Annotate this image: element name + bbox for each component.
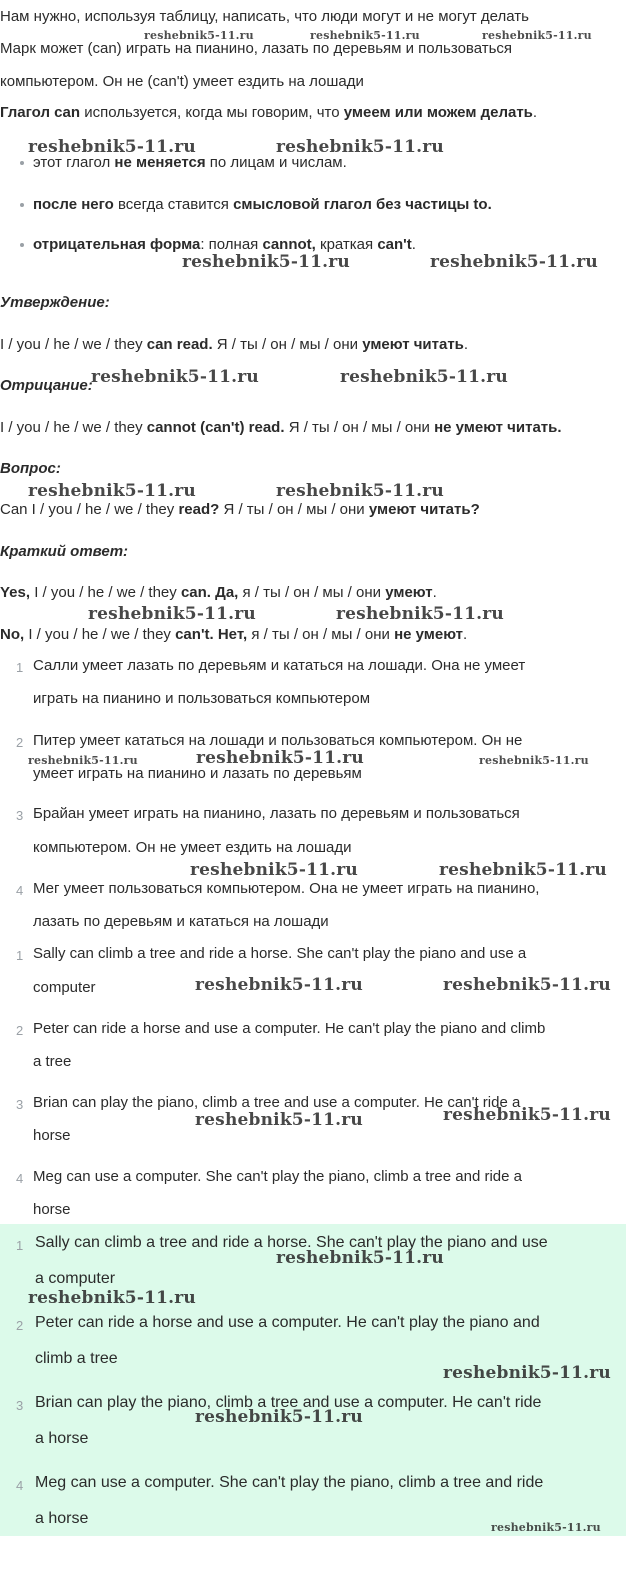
bullet-item — [33, 196, 492, 213]
no-text: я / ты / он / мы / они — [251, 626, 390, 643]
bullet-text: всегда ставится — [118, 196, 229, 213]
bullet-text: этот глагол — [33, 154, 111, 171]
watermark: reshebnik5-11.ru — [182, 252, 350, 272]
question-heading: Вопрос: — [0, 460, 61, 477]
bullet-text: : полная — [200, 236, 259, 253]
question-text: Can I / you / he / we / they — [0, 501, 175, 518]
affirm-text: I / you / he / we / they — [0, 336, 143, 353]
list-number: 1 — [16, 660, 24, 675]
intro-line-2: Марк может (can) играть на пианино, лазать по деревьям и пользоваться — [0, 40, 513, 57]
watermark: reshebnik5-11.ru — [310, 29, 420, 42]
watermark: reshebnik5-11.ru — [91, 367, 259, 387]
intro-line-3: компьютером. Он не (can't) умеет ездить на лошади — [0, 73, 364, 90]
list-item-cont: horse — [33, 1201, 71, 1218]
affirm-text: Я / ты / он / мы / они — [216, 336, 359, 353]
affirm-line — [0, 336, 468, 353]
bullet-bold: can't — [377, 236, 412, 253]
neg-text: Я / ты / он / мы / они — [288, 419, 430, 436]
watermark: reshebnik5-11.ru — [276, 1248, 444, 1268]
neg-heading: Отрицание: — [0, 377, 93, 394]
neg-line — [0, 419, 562, 436]
watermark: reshebnik5-11.ru — [276, 137, 444, 157]
bullet-bold: после него — [33, 196, 114, 213]
bullet-text: по лицам и числам. — [209, 154, 347, 171]
answer-item: Sally can climb a tree and ride a horse. She can't play the piano and use — [35, 1234, 548, 1251]
yes-text: I / you / he / we / they — [34, 584, 177, 601]
yes-line — [0, 584, 437, 601]
list-number: 3 — [16, 1097, 24, 1112]
no-text: I / you / he / we / they — [28, 626, 171, 643]
list-item: Peter can ride a horse and use a computer. He can't play the piano and climb — [33, 1020, 546, 1037]
answer-item-cont: a horse — [35, 1510, 89, 1527]
bullet-item — [33, 236, 416, 253]
answer-item-cont: climb a tree — [35, 1350, 118, 1367]
watermark: reshebnik5-11.ru — [195, 1110, 363, 1130]
watermark: reshebnik5-11.ru — [482, 29, 592, 42]
list-item-cont: компьютером. Он не умеет ездить на лошади — [33, 839, 352, 856]
watermark: reshebnik5-11.ru — [28, 481, 196, 501]
list-number: 4 — [16, 1478, 24, 1493]
neg-bold: не умеют читать. — [434, 419, 562, 436]
no-bold: can't. — [175, 626, 214, 643]
bullet-text: краткая — [320, 236, 374, 253]
watermark: reshebnik5-11.ru — [196, 748, 364, 768]
question-text: Я / ты / он / мы / они — [223, 501, 365, 518]
bullet-bold: отрицательная форма — [33, 236, 201, 253]
list-item: Brian can play the piano, climb a tree and use a computer. He can't ride a — [33, 1094, 521, 1111]
answer-item: Brian can play the piano, climb a tree and use a computer. He can't ride — [35, 1394, 542, 1411]
list-item-cont: играть на пианино и пользоваться компьютером — [33, 690, 371, 707]
list-number: 2 — [16, 1318, 24, 1333]
list-item: Мег умеет пользоваться компьютером. Она не умеет играть на пианино, — [33, 880, 540, 897]
yes-bold: Да, — [215, 584, 239, 601]
watermark: reshebnik5-11.ru — [276, 481, 444, 501]
watermark: reshebnik5-11.ru — [28, 754, 138, 767]
question-line — [0, 501, 480, 518]
question-bold: умеют читать? — [368, 501, 480, 518]
yes-bold: умеют — [385, 584, 433, 601]
list-number: 1 — [16, 948, 24, 963]
list-item: Питер умеет кататься на лошади и пользоваться компьютером. Он не — [33, 732, 523, 749]
list-number: 4 — [16, 1171, 24, 1186]
no-bold: не умеют — [394, 626, 464, 643]
list-item: Meg can use a computer. She can't play the piano, climb a tree and ride a — [33, 1168, 522, 1185]
watermark: reshebnik5-11.ru — [190, 860, 358, 880]
no-bold: No, — [0, 626, 25, 643]
rule-can: can — [54, 104, 81, 121]
watermark: reshebnik5-11.ru — [439, 860, 607, 880]
list-item-cont: computer — [33, 979, 96, 996]
rule-dot: . — [532, 104, 538, 121]
answer-item: Peter can ride a horse and use a computer. He can't play the piano and — [35, 1314, 540, 1331]
affirm-dot: . — [463, 336, 469, 353]
list-number: 4 — [16, 883, 24, 898]
yes-bold: Yes, — [0, 584, 31, 601]
yes-bold: can. — [180, 584, 211, 601]
list-item-cont: лазать по деревьям и кататься на лошади — [33, 913, 329, 930]
rule-word-glagol: Глагол — [0, 104, 50, 121]
watermark: reshebnik5-11.ru — [479, 754, 589, 767]
bullet-bold: смысловой глагол без частицы to. — [233, 196, 492, 213]
question-bold: read? — [178, 501, 220, 518]
watermark: reshebnik5-11.ru — [443, 1363, 611, 1383]
bullet-text: . — [411, 236, 416, 253]
answer-item-cont: a computer — [35, 1270, 116, 1287]
watermark: reshebnik5-11.ru — [195, 1407, 363, 1427]
neg-bold: cannot (can't) read. — [146, 419, 285, 436]
intro-line-1: Нам нужно, используя таблицу, написать, что люди могут и не могут делать — [0, 8, 529, 25]
watermark: reshebnik5-11.ru — [28, 137, 196, 157]
bullet-bold: не меняется — [114, 154, 206, 171]
list-item-cont: a tree — [33, 1053, 72, 1070]
watermark: reshebnik5-11.ru — [443, 975, 611, 995]
watermark: reshebnik5-11.ru — [336, 604, 504, 624]
watermark: reshebnik5-11.ru — [491, 1521, 601, 1534]
no-dot: . — [463, 626, 468, 643]
list-item-cont: умеет играть на пианино и лазать по деревьям — [33, 765, 362, 782]
watermark: reshebnik5-11.ru — [195, 975, 363, 995]
short-answer-heading: Краткий ответ: — [0, 543, 129, 560]
affirm-bold: can read. — [146, 336, 213, 353]
list-number: 2 — [16, 1023, 24, 1038]
answer-item-cont: a horse — [35, 1430, 89, 1447]
list-item: Sally can climb a tree and ride a horse. She can't play the piano and use a — [33, 945, 527, 962]
list-number: 1 — [16, 1238, 24, 1253]
no-line — [0, 626, 467, 643]
watermark: reshebnik5-11.ru — [144, 29, 254, 42]
list-item: Салли умеет лазать по деревьям и кататься на лошади. Она не умеет — [33, 657, 526, 674]
list-number: 2 — [16, 735, 24, 750]
watermark: reshebnik5-11.ru — [340, 367, 508, 387]
rule-emphasis: умеем или можем делать — [343, 104, 533, 121]
watermark: reshebnik5-11.ru — [430, 252, 598, 272]
answer-item: Meg can use a computer. She can't play the piano, climb a tree and ride — [35, 1474, 544, 1491]
list-number: 3 — [16, 808, 24, 823]
affirm-heading: Утверждение: — [0, 294, 110, 311]
rule-text: используется, когда мы говорим, что — [84, 104, 340, 121]
yes-text: я / ты / он / мы / они — [242, 584, 382, 601]
rule-line — [0, 104, 537, 121]
list-item: Брайан умеет играть на пианино, лазать по деревьям и пользоваться — [33, 805, 520, 822]
watermark: reshebnik5-11.ru — [88, 604, 256, 624]
neg-text: I / you / he / we / they — [0, 419, 143, 436]
watermark: reshebnik5-11.ru — [443, 1105, 611, 1125]
affirm-bold: умеют читать — [362, 336, 464, 353]
list-number: 3 — [16, 1398, 24, 1413]
bullet-bold: cannot, — [262, 236, 316, 253]
yes-dot: . — [432, 584, 437, 601]
no-bold: Нет, — [217, 626, 248, 643]
list-item-cont: horse — [33, 1127, 71, 1144]
watermark: reshebnik5-11.ru — [28, 1288, 196, 1308]
